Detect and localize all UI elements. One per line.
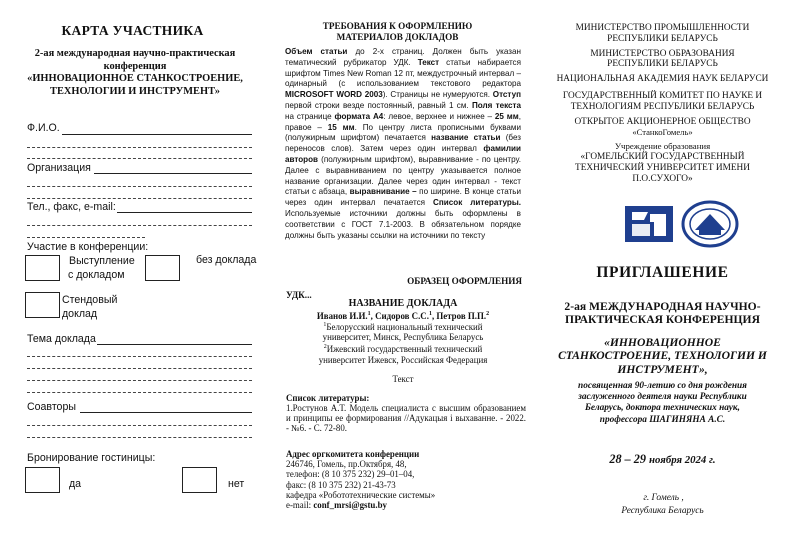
requirements-column (265, 0, 530, 543)
hotel-label: Бронирование гостиницы: (27, 452, 156, 464)
topic-field-line2[interactable] (27, 356, 252, 357)
invitation-title: ПРИГЛАШЕНИЕ (596, 264, 729, 281)
sample-title: НАЗВАНИЕ ДОКЛАДА (348, 298, 458, 309)
email-link[interactable]: conf_mrsi@gstu.by (313, 500, 387, 511)
conference-location: г. Гомель , Республика Беларусь (621, 493, 704, 516)
fio-field-line3[interactable] (27, 158, 252, 159)
poster-option-label: Стендовый доклад (62, 294, 118, 320)
topic-field[interactable] (97, 344, 252, 345)
hotel-no-label: нет (228, 478, 245, 490)
card-conference-name: 2-ая международная научно-практическая конференция «ИННОВАЦИОННОЕ СТАНКОСТРОЕНИЕ, ТЕХНОЛОГИИ И ИНСТРУМЕНТ» (27, 48, 243, 97)
speak-option-label: Выступление с докладом (68, 255, 135, 281)
coauthors-label: Соавторы (27, 401, 76, 413)
requirements-text: Объем статьи до 2-х страниц. Должен быть указан тематический рубрикатор УДК. Текст статьи набирается шрифтом Times New Roman 12 пт, междустрочный интервал – одинарный (с использованием текстового редактора MICROSOFT WORD 2003). Страницы не нумеруются. Отступ первой строки везде постоянный, равный 1 см. Поля текста на странице формата А4: левое, верхнее и нижнее – 25 мм, правое – 15 мм. По центру листа прописными буквами (полужирным шрифтом) печатается название статьи (без переносов слов). Затем через один интервал фамилии авторов (полужирным шрифтом), выравнивание - по центру. Далее с выравниванием по центру указывается полное название организации. Далее через один интервал - текст статьи с абзаца, выравнивание – по ширине. В конце статьи через один интервал печатается Список литературы. Используемые источники должны быть оформлены в соответствии с ГОСТ 7.1-2003. В обязательном порядке должны быть указаны ссылки на источники по тексту (285, 47, 522, 240)
organization-label: Организация (27, 162, 91, 174)
invitation-column (530, 0, 795, 543)
organization-field-line2[interactable] (27, 186, 252, 187)
sample-ref-1: 1.Ростунов А.Т. Модель специалиста с высшим образованием и принципы ее формирования //Адукацыя і выхаванне. - 2022. - №6. - С. 72-80. (286, 403, 526, 434)
coauthors-field-line2[interactable] (27, 425, 252, 426)
coauthors-field-line3[interactable] (27, 437, 252, 438)
participant-card (0, 0, 265, 543)
sample-heading: ОБРАЗЕЦ ОФОРМЛЕНИЯ (407, 276, 522, 286)
fio-field[interactable] (62, 134, 252, 135)
card-title: КАРТА УЧАСТНИКА (61, 23, 204, 38)
phone-field[interactable] (117, 212, 252, 213)
university-seal-logo (681, 200, 739, 248)
topic-field-line3[interactable] (27, 368, 252, 369)
coauthors-field[interactable] (80, 412, 252, 413)
topic-field-line5[interactable] (27, 392, 252, 393)
organization-field-line3[interactable] (27, 198, 252, 199)
poster-checkbox[interactable] (25, 292, 60, 318)
sample-text: Текст (392, 374, 414, 384)
conference-dates: 28 – 29 ноября 2024 г. (609, 452, 716, 466)
hotel-yes-checkbox[interactable] (25, 467, 60, 493)
logo-shape-bottom (632, 224, 650, 236)
topic-label: Тема доклада (27, 333, 96, 345)
sample-organizations: $^1$Белорусский национальный технический университет, Минск, Республика Беларусь $^2$Ижевский государственный технический университет Ижевск, Российская Федерация (318, 321, 488, 365)
no-report-checkbox[interactable] (145, 255, 180, 281)
sample-udk: УДК... (286, 290, 312, 300)
topic-field-line4[interactable] (27, 380, 252, 381)
phone-label: Тел., факс, e-mail: (27, 201, 116, 213)
requirements-title: ТРЕБОВАНИЯ К ОФОРМЛЕНИЮ МАТЕРИАЛОВ ДОКЛАДОВ (322, 21, 473, 42)
speak-checkbox[interactable] (25, 255, 60, 281)
stankogomel-logo (624, 200, 674, 246)
fio-field-line2[interactable] (27, 147, 252, 148)
conference-type: 2-ая МЕЖДУНАРОДНАЯ НАУЧНО- ПРАКТИЧЕСКАЯ КОНФЕРЕНЦИЯ (564, 300, 761, 327)
hotel-no-checkbox[interactable] (182, 467, 217, 493)
phone-field-line3[interactable] (27, 237, 145, 238)
dedication: посвященная 90-летию со дня рождения заслуженного деятеля науки Республики Беларусь, доктора технических наук, профессора ШАГИНЯНА А.С. (578, 381, 747, 425)
phone-field-line2[interactable] (27, 225, 252, 226)
organizing-committee-address: Адрес оргкомитета конференции 246746, Гомель, пр.Октября, 48, телефон: (8 10 375 232) 29–01–04, факс: (8 10 375 232) 21-43-73 кафедра «Робототехнические системы» e-mail: conf_mrsi@gstu.by (286, 449, 436, 511)
hotel-yes-label: да (69, 478, 82, 490)
sample-authors: Иванов И.И.$^1$, Сидоров С.С.$^1$, Петров П.П.$^2$ (316, 310, 490, 321)
conference-name: «ИННОВАЦИОННОЕ СТАНКОСТРОЕНИЕ, ТЕХНОЛОГИИ И ИНСТРУМЕНТ», (558, 336, 767, 376)
seal-base (699, 230, 721, 235)
participation-label: Участие в конференции: (27, 241, 149, 253)
sample-refs-title: Список литературы: (286, 393, 370, 403)
fio-label: Ф.И.О. (27, 122, 60, 134)
no-report-label: без доклада (196, 254, 257, 266)
organization-field[interactable] (94, 173, 252, 174)
organizers-list: МИНИСТЕРСТВО ПРОМЫШЛЕННОСТИ РЕСПУБЛИКИ БЕЛАРУСЬ МИНИСТЕРСТВО ОБРАЗОВАНИЯ РЕСПУБЛИКИ БЕЛАРУСЬ НАЦИОНАЛЬНАЯ АКАДЕМИЯ НАУК БЕЛАРУСИ ГОСУДАРСТВЕННЫЙ КОМИТЕТ ПО НАУКЕ И ТЕХНОЛОГИЯМ РЕСПУБЛИКИ БЕЛАРУСЬ ОТКРЫТОЕ АКЦИОНЕРНОЕ ОБЩЕСТВО «СтанкоГомель» Учреждение образования «ГОМЕЛЬСКИЙ ГОСУДАРСТВЕННЫЙ ТЕХНИЧЕСКИЙ УНИВЕРСИТЕТ ИМЕНИ П.О.СУХОГО» (556, 23, 769, 184)
